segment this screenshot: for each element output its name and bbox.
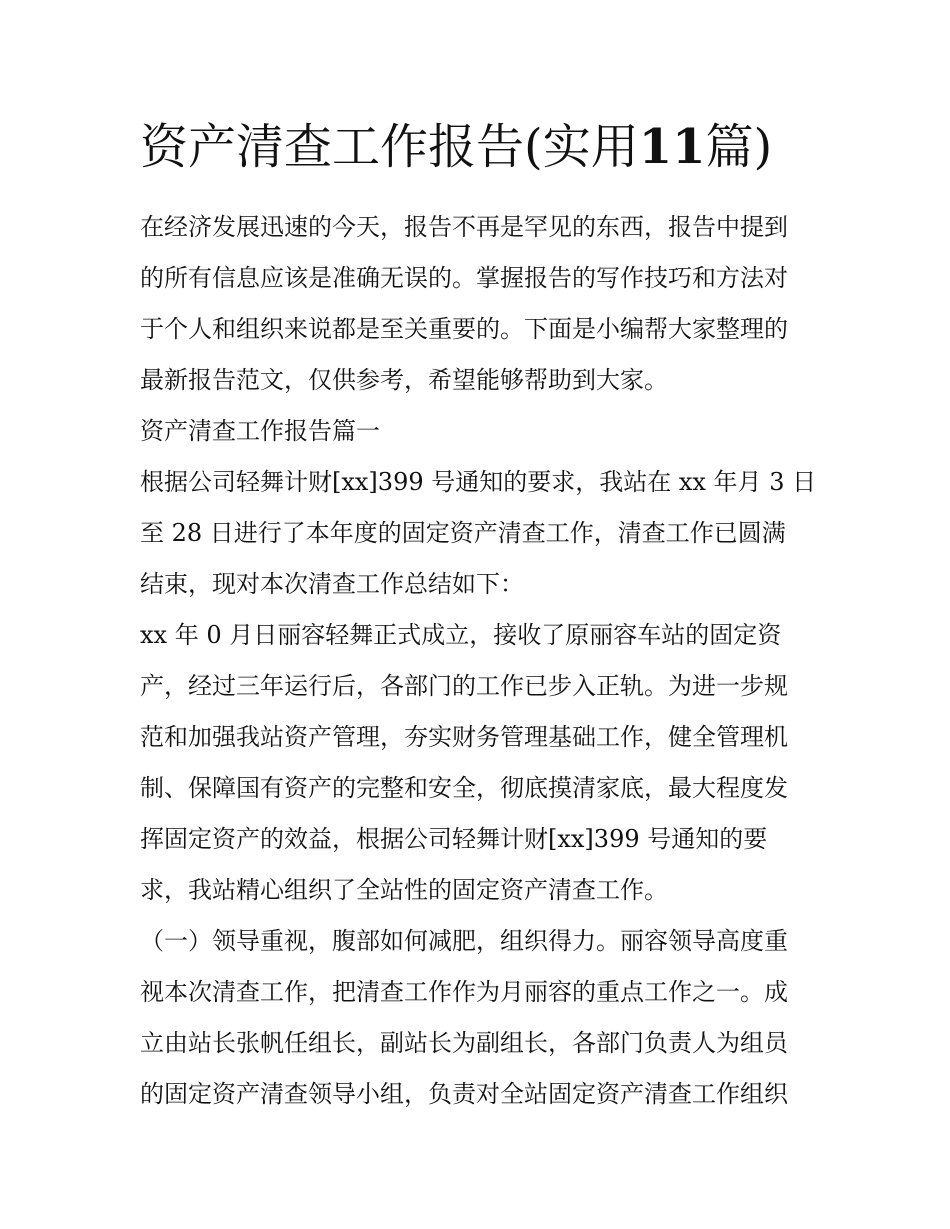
body-line-11: 范和加强我站资产管理，夯实财务管理基础工作，健全管理机 (140, 723, 788, 751)
body-line-3: 于个人和组织来说都是至关重要的。下面是小编帮大家整理的 (140, 315, 788, 343)
title-prefix: 资产清查工作报告(实用 (140, 119, 639, 175)
body-line-12: 制、保障国有资产的完整和安全，彻底摸清家底，最大程度发 (140, 774, 788, 802)
body-line-8: 结束，现对本次清查工作总结如下： (140, 570, 524, 598)
body-line-17: 立由站长张帆任组长，副站长为副组长，各部门负责人为组员 (140, 1029, 788, 1057)
document-title (140, 112, 820, 182)
body-line-15: （一）领导重视，腹部如何减肥，组织得力。丽容领导高度重 (140, 927, 788, 955)
title-number: 11 (638, 119, 706, 175)
body-line-1: 在经济发展迅速的今天，报告不再是罕见的东西，报告中提到 (140, 213, 788, 241)
body-line-6: 根据公司轻舞计财[xx]399 号通知的要求，我站在 xx 年月 3 日 (140, 468, 817, 496)
body-line-13: 挥固定资产的效益，根据公司轻舞计财[xx]399 号通知的要 (140, 825, 768, 853)
body-line-10: 产，经过三年运行后，各部门的工作已步入正轨。为进一步规 (140, 672, 788, 700)
body-line-7: 至 28 日进行了本年度的固定资产清查工作，清查工作已圆满 (140, 519, 786, 547)
title-suffix: 篇) (705, 119, 773, 175)
body-line-9: xx 年 0 月日丽容轻舞正式成立，接收了原丽容车站的固定资 (140, 621, 782, 649)
body-line-4: 最新报告范文，仅供参考，希望能够帮助到大家。 (140, 366, 668, 394)
document-page (140, 112, 820, 1120)
section-heading-1: 资产清查工作报告篇一 (140, 417, 380, 445)
document-body (140, 202, 820, 1120)
body-line-2: 的所有信息应该是准确无误的。掌握报告的写作技巧和方法对 (140, 264, 788, 292)
body-line-14: 求，我站精心组织了全站性的固定资产清查工作。 (140, 876, 668, 904)
body-line-16: 视本次清查工作，把清查工作作为月丽容的重点工作之一。成 (140, 978, 788, 1006)
body-line-18: 的固定资产清查领导小组，负责对全站固定资产清查工作组织 (140, 1080, 788, 1108)
